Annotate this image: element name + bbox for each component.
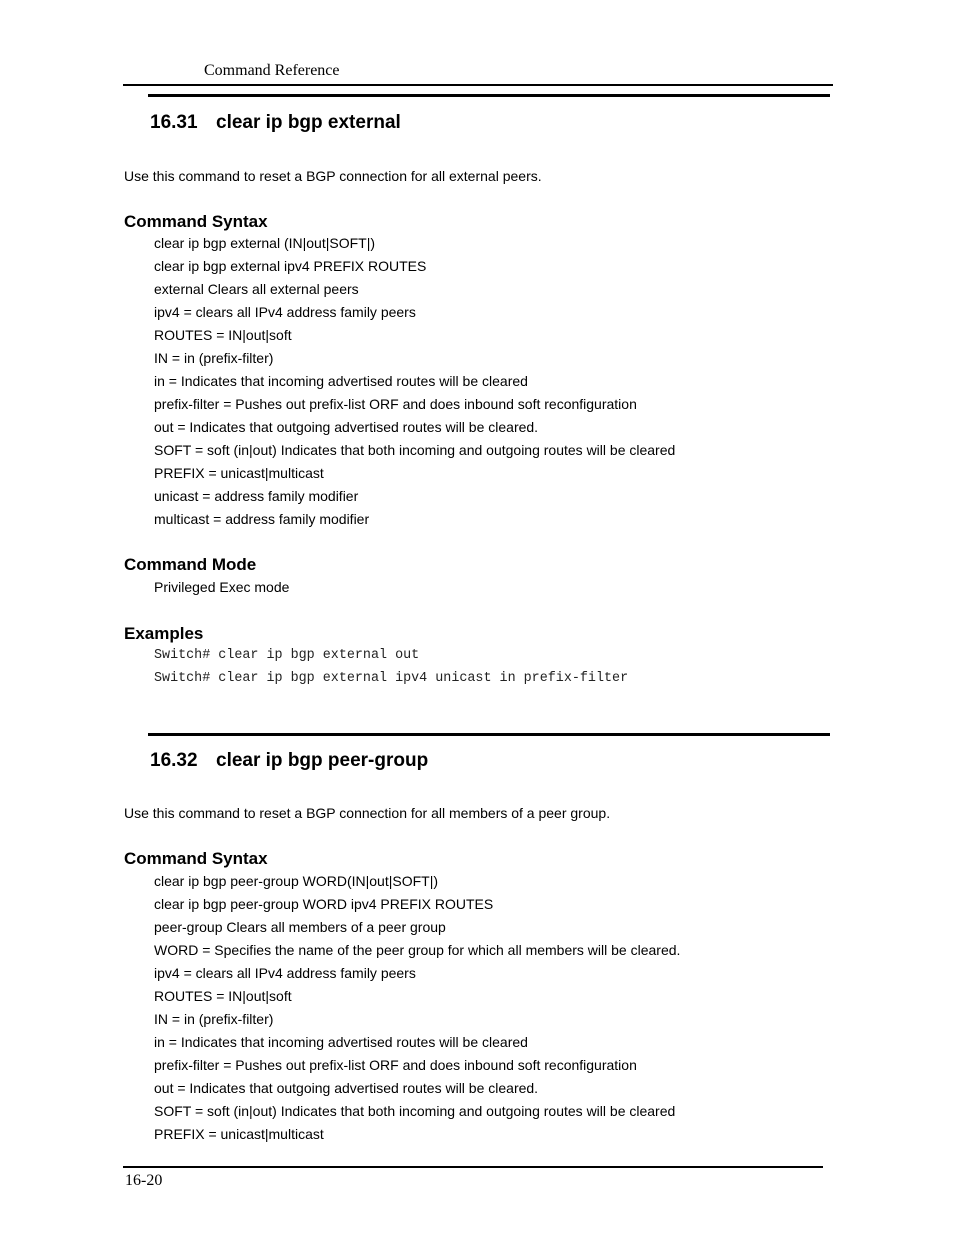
syntax-line: ROUTES = IN|out|soft (154, 327, 292, 343)
syntax-line: in = Indicates that incoming advertised routes will be cleared (154, 1034, 528, 1050)
syntax-line: WORD = Specifies the name of the peer group for which all members will be cleared. (154, 942, 681, 958)
command-mode-heading: Command Mode (124, 555, 257, 574)
command-syntax-heading: Command Syntax (124, 849, 268, 868)
syntax-line: clear ip bgp peer-group WORD(IN|out|SOFT|) (154, 873, 438, 889)
syntax-line: multicast = address family modifier (154, 511, 370, 527)
example-line: Switch# clear ip bgp external out (154, 648, 420, 663)
header-rule (123, 84, 833, 86)
command-syntax-list (154, 870, 680, 1146)
command-syntax-heading: Command Syntax (124, 212, 268, 231)
syntax-line: ROUTES = IN|out|soft (154, 988, 292, 1004)
syntax-line: out = Indicates that outgoing advertised routes will be cleared. (154, 1080, 539, 1096)
section-title-16-31 (150, 112, 401, 134)
running-header: Command Reference (204, 62, 340, 79)
page-number: 16-20 (125, 1172, 163, 1189)
syntax-line: prefix-filter = Pushes out prefix-list ORF and does inbound soft reconfiguration (154, 1057, 637, 1073)
section-rule-16-31 (148, 94, 830, 97)
syntax-line: SOFT = soft (in|out) Indicates that both incoming and outgoing routes will be cleared (154, 442, 676, 458)
example-line: Switch# clear ip bgp external ipv4 unicast in prefix-filter (154, 671, 629, 686)
syntax-line: ipv4 = clears all IPv4 address family peers (154, 965, 416, 981)
syntax-line: PREFIX = unicast|multicast (154, 465, 324, 481)
section-number: 16.32 (150, 750, 198, 771)
examples-heading: Examples (124, 624, 204, 643)
syntax-line: IN = in (prefix-filter) (154, 350, 274, 366)
examples-code (154, 644, 628, 690)
section-title-text: clear ip bgp peer-group (216, 750, 429, 771)
syntax-line: external Clears all external peers (154, 281, 359, 297)
command-mode-list (154, 576, 289, 599)
syntax-line: out = Indicates that outgoing advertised routes will be cleared. (154, 419, 539, 435)
syntax-line: in = Indicates that incoming advertised routes will be cleared (154, 373, 528, 389)
section-title-text: clear ip bgp external (216, 112, 401, 133)
syntax-line: ipv4 = clears all IPv4 address family peers (154, 304, 416, 320)
syntax-line: PREFIX = unicast|multicast (154, 1126, 324, 1142)
syntax-line: clear ip bgp external (IN|out|SOFT|) (154, 235, 375, 251)
syntax-line: SOFT = soft (in|out) Indicates that both incoming and outgoing routes will be cleared (154, 1103, 676, 1119)
command-syntax-list (154, 232, 675, 531)
syntax-line: prefix-filter = Pushes out prefix-list ORF and does inbound soft reconfiguration (154, 396, 637, 412)
section-rule-16-32 (148, 733, 830, 736)
section-intro: Use this command to reset a BGP connection for all external peers. (124, 168, 542, 184)
section-intro: Use this command to reset a BGP connection for all members of a peer group. (124, 805, 611, 821)
footer-rule (123, 1166, 823, 1168)
syntax-line: clear ip bgp external ipv4 PREFIX ROUTES (154, 258, 427, 274)
command-mode-text: Privileged Exec mode (154, 579, 290, 595)
section-number: 16.31 (150, 112, 198, 133)
syntax-line: IN = in (prefix-filter) (154, 1011, 274, 1027)
syntax-line: clear ip bgp peer-group WORD ipv4 PREFIX ROUTES (154, 896, 494, 912)
section-title-16-32 (150, 750, 428, 772)
syntax-line: unicast = address family modifier (154, 488, 359, 504)
syntax-line: peer-group Clears all members of a peer group (154, 919, 446, 935)
